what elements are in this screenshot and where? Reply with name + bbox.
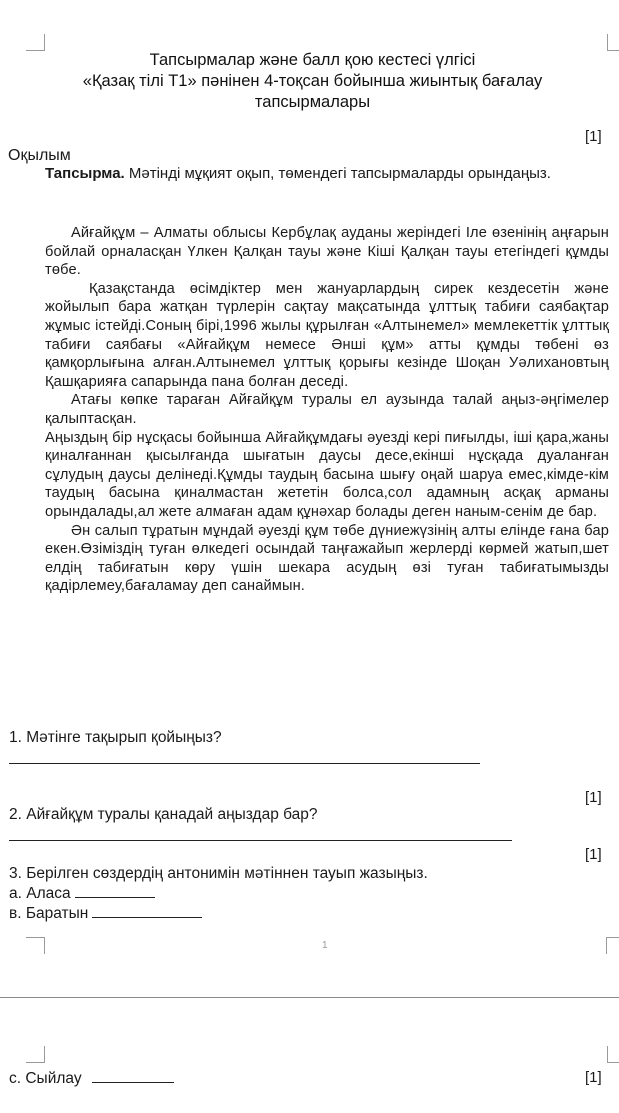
score-q3: [1] bbox=[585, 846, 602, 863]
question-3a bbox=[9, 884, 155, 903]
answer-line-1[interactable] bbox=[9, 763, 480, 764]
answer-line-2[interactable] bbox=[9, 840, 512, 841]
task-instruction bbox=[45, 164, 565, 184]
question-3b-label: в. Баратын bbox=[9, 905, 89, 922]
task-text: Мәтінді мұқият оқып, төмендегі тапсырмаларды орындаңыз. bbox=[124, 165, 551, 182]
crop-mark-top-left bbox=[26, 34, 45, 51]
paragraph-4: Аңыздың бір нұсқасы бойынша Айғайқұмдағы әуезді кері пиғылды, іші қара,жаны қиналғаннан қысылғанда шығатын даусы десе,екінші нұсқада дуаланған сұлудың даусы делінеді.Құмды таудың басына шығу оңай шаруа емес,кімде-кім таудың басына қиналмастан жететін болса,сол адамның асқақ арманы орындалады,ал жете алмаған адам құнәхар болады деген наным-сенім де бар. bbox=[45, 429, 609, 520]
header-line-3: тапсырмалары bbox=[254, 93, 371, 111]
answer-blank-3c[interactable] bbox=[92, 1069, 174, 1083]
header-line-2: «Қазақ тілі Т1» пәнінен 4-тоқсан бойынша жиынтық бағалау bbox=[82, 72, 543, 90]
answer-blank-3b[interactable] bbox=[92, 904, 202, 918]
question-3: 3. Берілген сөздердің антонимін мәтіннен тауып жазыңыз. bbox=[9, 865, 428, 882]
question-3c-label: с. Сыйлау bbox=[9, 1070, 82, 1087]
score-q4: [1] bbox=[585, 1069, 602, 1086]
task-label: Тапсырма. bbox=[45, 165, 125, 182]
paragraph-2: Қазақстанда өсімдіктер мен жануарлардың сирек кездесетін және жойылып бара жатқан түрлерін сақтау мақсатында ұлттық табиғи саябақтар жұмыс істейді.Соның бірі,1996 жылы құрылған «Алтынемел» мемлекеттік ұлттық табиғи саябағы «Айғайқұм немесе Әнші құм» атты құмды төбені өз қамқорлығына алған.Алтынемел ұлттық қорығы кезінде Шоқан Уәлихановтың Қашқарияға сапарында пана болған деседі. bbox=[45, 280, 609, 390]
score-q2: [1] bbox=[585, 789, 602, 806]
question-3a-label: а. Аласа bbox=[9, 885, 71, 902]
reading-text bbox=[45, 224, 609, 596]
paragraph-3: Атағы көпке тараған Айғайқұм туралы ел аузында талай аңыз-әңгімелер қалыптасқан. bbox=[45, 392, 609, 427]
crop-mark-next-top-right bbox=[607, 1046, 619, 1063]
crop-mark-bottom-left bbox=[26, 937, 45, 954]
score-reading: [1] bbox=[585, 128, 602, 145]
paragraph-1: Айғайқұм – Алматы облысы Кербұлақ ауданы жеріндегі Іле өзенінің аңғарын бойлай орналасқан Үлкен Қалқан тауы және Кіші Қалқан тауы етегіндегі құмды төбе. bbox=[45, 225, 609, 279]
crop-mark-top-right bbox=[607, 34, 619, 51]
paragraph-5: Ән салып тұратын мұндай әуезді құм төбе дүниежүзінің алты елінде ғана бар екен.Өзіміздің туған өлкедегі осындай таңғажайып жерлерді көрмей жатып,шет елдің табиғатын көру үшін шекара асудың өзі туған табиғатымызды қадірлемеу,бағаламау деп санаймын. bbox=[45, 522, 609, 595]
page-number: 1 bbox=[322, 940, 328, 951]
crop-mark-bottom-right bbox=[606, 937, 619, 954]
question-3c bbox=[9, 1069, 174, 1088]
document-header bbox=[40, 50, 585, 113]
answer-blank-3a[interactable] bbox=[75, 884, 155, 898]
question-2: 2. Айғайқұм туралы қанадай аңыздар бар? bbox=[9, 806, 318, 823]
page-separator bbox=[0, 997, 619, 998]
crop-mark-next-top-left bbox=[26, 1046, 45, 1063]
question-3b bbox=[9, 904, 202, 923]
question-1: 1. Мәтінге тақырып қойыңыз? bbox=[9, 729, 222, 746]
section-title: Оқылым bbox=[8, 147, 71, 164]
header-line-1: Тапсырмалар және балл қою кестесі үлгісі bbox=[149, 51, 476, 69]
